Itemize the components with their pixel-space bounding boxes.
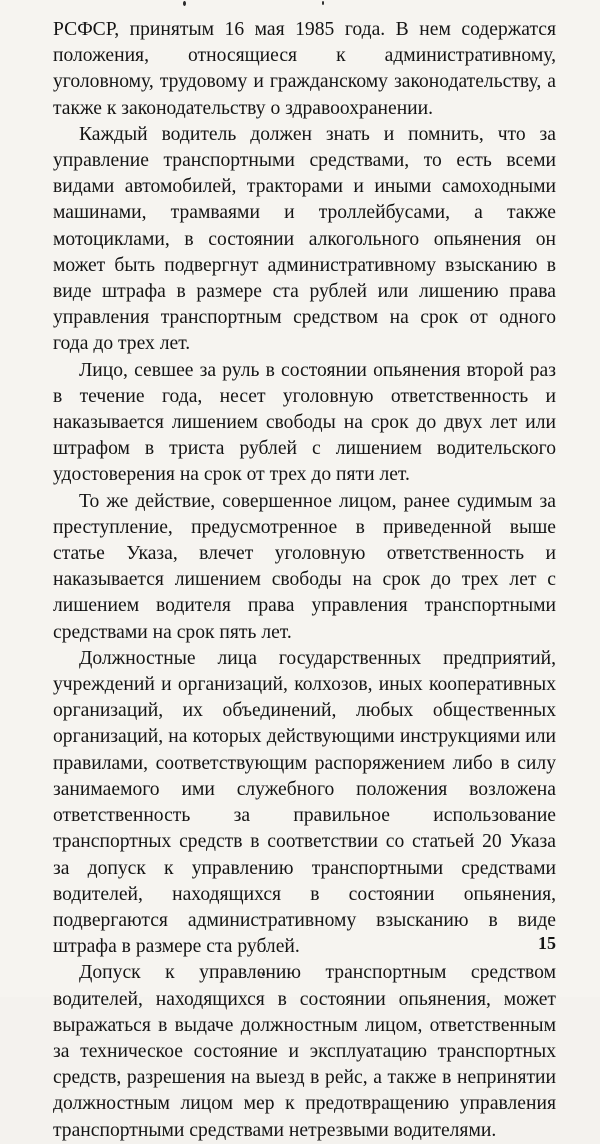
- paragraph-2: Каждый водитель должен знать и помнить, что за управление транспортными средствами, то есть всеми видами автомобилей, тракторами и иными самоходными машинами, трамваями и троллейбусами, а также мотоциклами, в состоянии алкогольного опьянения он может быть подвергнут административному взысканию в виде штрафа в размере ста рублей или лишению права управления транспортным средством на срок от одного года до трех лет.: [53, 123, 556, 355]
- paragraph-3: Лицо, севшее за руль в состоянии опьянения второй раз в течение года, несет уголовную ответственность и наказывается лишением свободы на срок до двух лет или штрафом в триста рублей с лишением водительского удостоверения на срок от трех до пяти лет.: [53, 359, 556, 486]
- body-text: [53, 17, 556, 1144]
- print-speck: [322, 1, 324, 5]
- paragraph-4: То же действие, совершенное лицом, ранее судимым за преступление, предусмотренное в приведенной выше статье Указа, влечет уголовную ответственность и наказывается лишением свободы на срок до трех лет с лишением водителя права управления транспортными средствами на срок пять лет.: [53, 490, 556, 643]
- page-number: 15: [538, 933, 556, 953]
- paragraph-5: Должностные лица государственных предприятий, учреждений и организаций, колхозов, иных кооперативных организаций, их объединений, любых общественных организаций, на которых действующими инструкциями или правилами, соответствующим распоряжением либо в силу занимаемого ими служебного положения возложена ответственность за правильное использование транспортных средств в соответствии со статьей 20 Указа за допуск к управлению транспортными средствами водителей, находящихся в состоянии опьянения, подвергаются административному взысканию в виде штрафа в размере ста рублей.: [53, 647, 556, 958]
- print-speck: [183, 1, 186, 6]
- paragraph-6: Допуск к управлению транспортным средством водителей, находящихся в состоянии опьянения, может выражаться в выдаче должностным лицом, ответственным за техническое состояние и эксплуатацию транспортных средств, разрешения на выезд в рейс, а также в непринятии должностным лицом мер к предотвращению управления транспортными средствами нетрезвыми водителями.: [53, 962, 556, 1141]
- paragraph-1: РСФСР, принятым 16 мая 1985 года. В нем содержатся положения, относящиеся к административному, уголовному, трудовому и гражданскому законодательству, а также к законодательству о здравоохранении.: [53, 19, 556, 119]
